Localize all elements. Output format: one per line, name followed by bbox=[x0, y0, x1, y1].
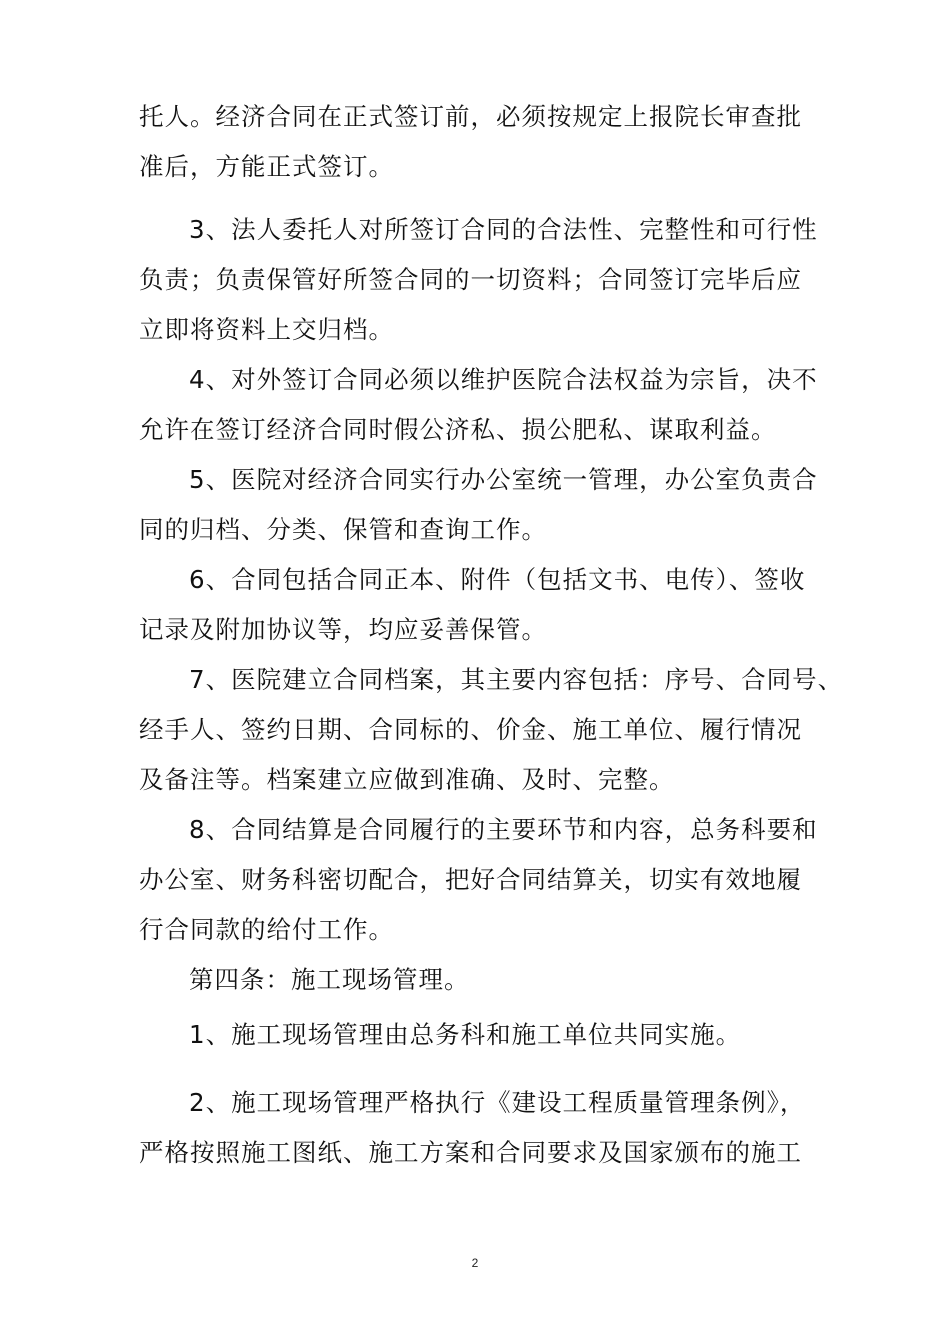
section-heading: 第四条：施工现场管理。 bbox=[189, 965, 470, 994]
text-line: 允许在签订经济合同时假公济私、损公肥私、谋取利益。 bbox=[139, 415, 777, 444]
text-line: 准后，方能正式签订。 bbox=[139, 152, 394, 181]
text-line: 2、施工现场管理严格执行《建设工程质量管理条例》， bbox=[189, 1088, 806, 1117]
text-line: 8、合同结算是合同履行的主要环节和内容，总务科要和 bbox=[189, 815, 818, 844]
text-line: 同的归档、分类、保管和查询工作。 bbox=[139, 515, 547, 544]
text-line: 5、医院对经济合同实行办公室统一管理，办公室负责合 bbox=[189, 465, 818, 494]
text-line: 负责；负责保管好所签合同的一切资料；合同签订完毕后应 bbox=[139, 265, 802, 294]
text-line: 1、施工现场管理由总务科和施工单位共同实施。 bbox=[189, 1020, 742, 1049]
text-line: 经手人、签约日期、合同标的、价金、施工单位、履行情况 bbox=[139, 715, 802, 744]
text-line: 3、法人委托人对所签订合同的合法性、完整性和可行性 bbox=[189, 215, 818, 244]
text-line: 记录及附加协议等，均应妥善保管。 bbox=[139, 615, 547, 644]
text-line: 办公室、财务科密切配合，把好合同结算关，切实有效地履 bbox=[139, 865, 802, 894]
text-line: 6、合同包括合同正本、附件（包括文书、电传）、签收 bbox=[189, 565, 806, 594]
text-line: 严格按照施工图纸、施工方案和合同要求及国家颁布的施工 bbox=[139, 1138, 802, 1167]
text-line: 立即将资料上交归档。 bbox=[139, 315, 394, 344]
text-line: 行合同款的给付工作。 bbox=[139, 915, 394, 944]
text-line: 托人。经济合同在正式签订前，必须按规定上报院长审查批 bbox=[139, 102, 802, 131]
text-line: 4、对外签订合同必须以维护医院合法权益为宗旨，决不 bbox=[189, 365, 818, 394]
text-line: 及备注等。档案建立应做到准确、及时、完整。 bbox=[139, 765, 675, 794]
text-line: 7、医院建立合同档案，其主要内容包括：序号、合同号、 bbox=[189, 665, 844, 694]
page-number: 2 bbox=[471, 1256, 479, 1270]
